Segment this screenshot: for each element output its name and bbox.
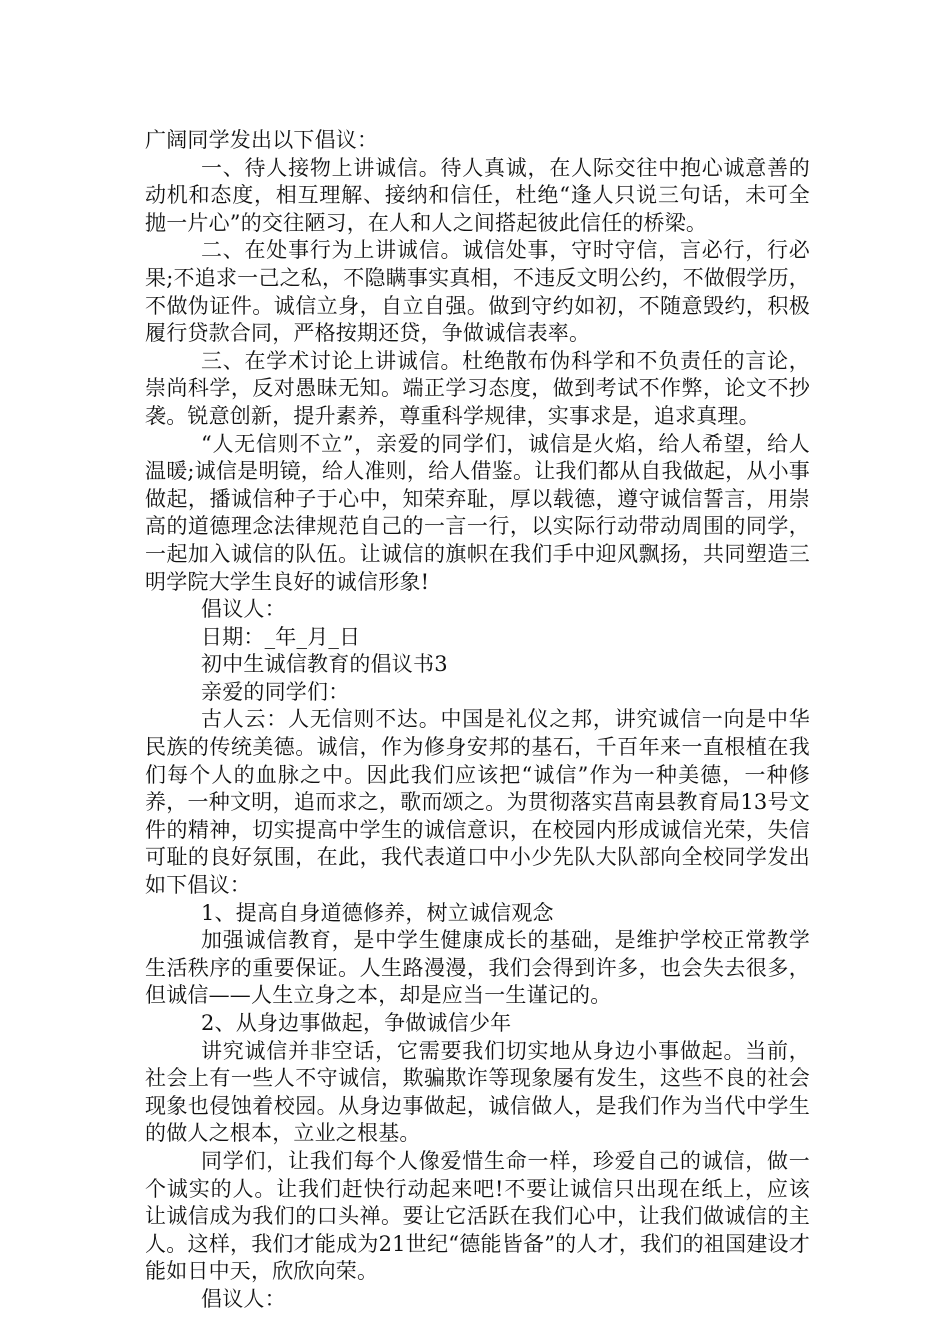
paragraph-opening: 古人云：人无信则不达。中国是礼仪之邦，讲究诚信一向是中华民族的传统美德。诚信，作为修身安邦的基石，千百年来一直根植在我们每个人的血脉之中。因此我们应该把“诚信”作为一种美德，一种修养，一种文明，追而求之，歌而颂之。为贯彻落实莒南县教育局13号文件的精神，切实提高中学生的诚信意识，在校园内形成诚信光荣，失信可耻的良好氛围，在此，我代表道口中小少先队大队部向全校同学发出如下倡议： [145,707,810,898]
paragraph-closing-appeal: “人无信则不立”，亲爱的同学们，诚信是火焰，给人希望，给人温暖;诚信是明镜，给人准则，给人借鉴。让我们都从自我做起，从小事做起，播诚信种子于心中，知荣弃耻，厚以载德，遵守诚信誓言，用崇高的道德理念法律规范自己的一言一行，以实际行动带动周围的同学，一起加入诚信的队伍。让诚信的旗帜在我们手中迎风飘扬，共同塑造三明学院大学生良好的诚信形象! [145,431,810,594]
signature-line-2: 倡议人： [201,1286,286,1311]
paragraph-item-three: 三、在学术讨论上讲诚信。杜绝散布伪科学和不负责任的言论，崇尚科学，反对愚昧无知。端正学习态度，做到考试不作弊，论文不抄袭。锐意创新，提升素养，尊重科学规律，实事求是，追求真理。 [145,348,810,428]
salutation: 亲爱的同学们： [201,679,350,704]
section-title: 初中生诚信教育的倡议书3 [201,652,448,677]
paragraph-item-one: 一、待人接物上讲诚信。待人真诚，在人际交往中抱心诚意善的动机和态度，相互理解、接纳和信任，杜绝“逢人只说三句话，未可全抛一片心”的交往陋习，在人和人之间搭起彼此信任的桥梁。 [145,155,810,235]
paragraph-item-two: 二、在处事行为上讲诚信。诚信处事，守时守信，言必行，行必果;不追求一己之私，不隐瞒事实真相，不违反文明公约，不做假学历，不做伪证件。诚信立身，自立自强。做到守约如初，不随意毁约，积极履行贷款合同，严格按期还贷，争做诚信表率。 [145,238,810,346]
document-body [145,127,810,1314]
paragraph-point-one: 加强诚信教育，是中学生健康成长的基础，是维护学校正常教学生活秩序的重要保证。人生路漫漫，我们会得到许多，也会失去很多，但诚信——人生立身之本，却是应当一生谨记的。 [145,928,810,1008]
heading-point-one: 1、提高自身道德修养，树立诚信观念 [201,900,554,925]
signature-line: 倡议人： [201,597,286,622]
heading-point-two: 2、从身边事做起，争做诚信少年 [201,1011,512,1035]
paragraph-conclusion: 同学们，让我们每个人像爱惜生命一样，珍爱自己的诚信，做一个诚实的人。让我们赶快行动起来吧!不要让诚信只出现在纸上，应该让诚信成为我们的口头禅。要让它活跃在我们心中，让我们做诚信的主人。这样，我们才能成为21世纪“德能皆备”的人才，我们的祖国建设才能如日中天，欣欣向荣。 [145,1148,810,1284]
paragraph-intro: 广阔同学发出以下倡议： [145,128,379,152]
paragraph-point-two: 讲究诚信并非空话，它需要我们切实地从身边小事做起。当前，社会上有一些人不守诚信，欺骗欺诈等现象屡有发生，这些不良的社会现象也侵蚀着校园。从身边事做起，诚信做人，是我们作为当代中学生的做人之根本，立业之根基。 [145,1038,810,1146]
date-line: 日期：_年_月_日 [201,624,361,649]
